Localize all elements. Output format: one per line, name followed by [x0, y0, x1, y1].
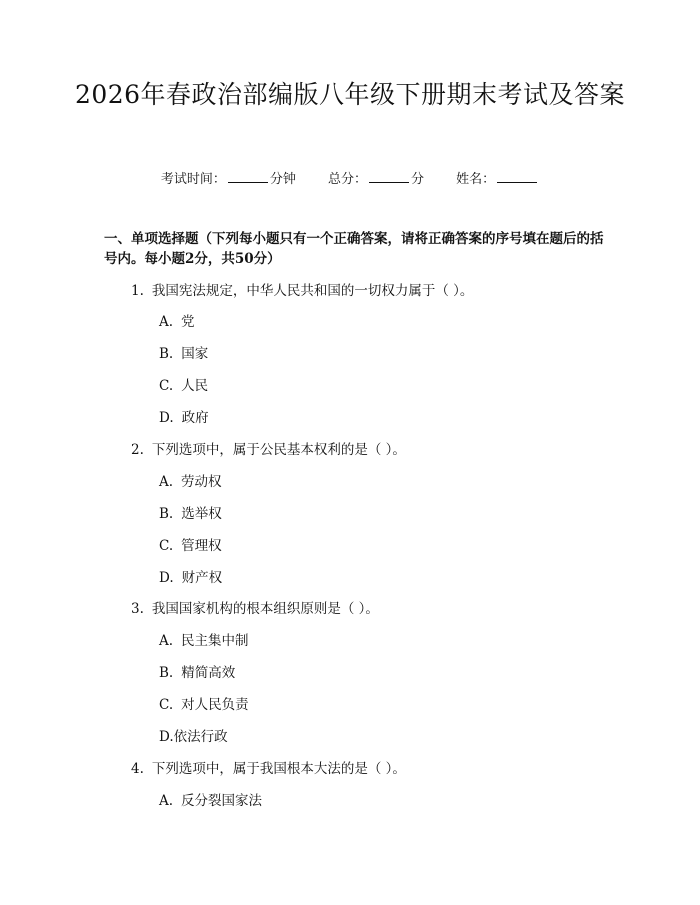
question-3-option-a — [159, 632, 249, 650]
question-number: 3. — [131, 601, 144, 617]
question-1-option-b — [159, 345, 208, 363]
option-letter: A. — [159, 314, 174, 330]
option-letter: D. — [159, 410, 174, 426]
exam-time-field — [161, 170, 296, 189]
option-text: 精简高效 — [181, 665, 236, 681]
option-letter: C. — [159, 697, 174, 713]
question-text: 下列选项中，属于我国根本大法的是（ ）。 — [151, 761, 406, 777]
question-3-option-d — [159, 728, 228, 746]
exam-time-suffix: 分钟 — [269, 172, 296, 187]
section-heading: 一、单项选择题（下列每小题只有一个正确答案，请将正确答案的序号填在题后的括号内。每小题2分，共50分） — [104, 231, 604, 267]
name-label: 姓名： — [456, 172, 496, 187]
option-text: 国家 — [181, 346, 209, 362]
question-2 — [131, 441, 406, 459]
question-text: 我国宪法规定，中华人民共和国的一切权力属于（ ）。 — [151, 283, 474, 299]
option-text: 民主集中制 — [181, 633, 249, 649]
question-1-option-c — [159, 377, 208, 395]
total-score-field — [328, 170, 424, 189]
total-score-blank — [369, 170, 409, 183]
option-text: 选举权 — [181, 506, 222, 522]
option-text: 劳动权 — [181, 474, 222, 490]
question-1 — [131, 282, 473, 300]
option-text: 反分裂国家法 — [181, 793, 263, 809]
option-text: 人民 — [181, 378, 209, 394]
question-number: 2. — [131, 442, 144, 458]
option-text: 对人民负责 — [181, 697, 249, 713]
question-1-option-a — [159, 313, 195, 331]
question-text: 下列选项中，属于公民基本权利的是（ ）。 — [151, 442, 406, 458]
total-score-suffix: 分 — [411, 172, 425, 187]
question-4-option-a — [159, 792, 262, 810]
question-4 — [131, 760, 406, 778]
option-text: 管理权 — [181, 538, 222, 554]
option-text: 党 — [181, 314, 195, 330]
name-blank — [497, 170, 537, 183]
option-letter: B. — [159, 346, 174, 362]
option-text: 财产权 — [181, 570, 223, 586]
exam-time-label: 考试时间： — [160, 172, 226, 187]
option-letter: B. — [159, 665, 174, 681]
question-text: 我国国家机构的根本组织原则是（ ）。 — [151, 601, 379, 617]
question-number: 1. — [131, 283, 144, 299]
question-3 — [131, 600, 379, 618]
option-letter: B. — [159, 506, 174, 522]
question-3-option-b — [159, 664, 235, 682]
question-number: 4. — [131, 761, 144, 777]
exam-meta-line — [0, 170, 700, 189]
option-letter: C. — [159, 538, 174, 554]
option-letter: C. — [159, 378, 174, 394]
option-text: 依法行政 — [173, 729, 228, 745]
option-letter: D. — [159, 729, 174, 745]
option-text: 政府 — [181, 410, 209, 426]
question-2-option-a — [159, 473, 222, 491]
question-2-option-c — [159, 537, 222, 555]
option-letter: A. — [159, 474, 174, 490]
question-2-option-d — [159, 569, 222, 587]
exam-time-blank — [228, 170, 268, 183]
option-letter: D. — [159, 570, 174, 586]
total-score-label: 总分： — [327, 172, 367, 187]
option-letter: A. — [159, 633, 174, 649]
document-title: 2026年春政治部编版八年级下册期末考试及答案 — [74, 80, 626, 109]
question-3-option-c — [159, 696, 249, 714]
question-1-option-d — [159, 409, 209, 427]
question-2-option-b — [159, 505, 222, 523]
option-letter: A. — [159, 793, 174, 809]
name-field — [456, 170, 539, 189]
